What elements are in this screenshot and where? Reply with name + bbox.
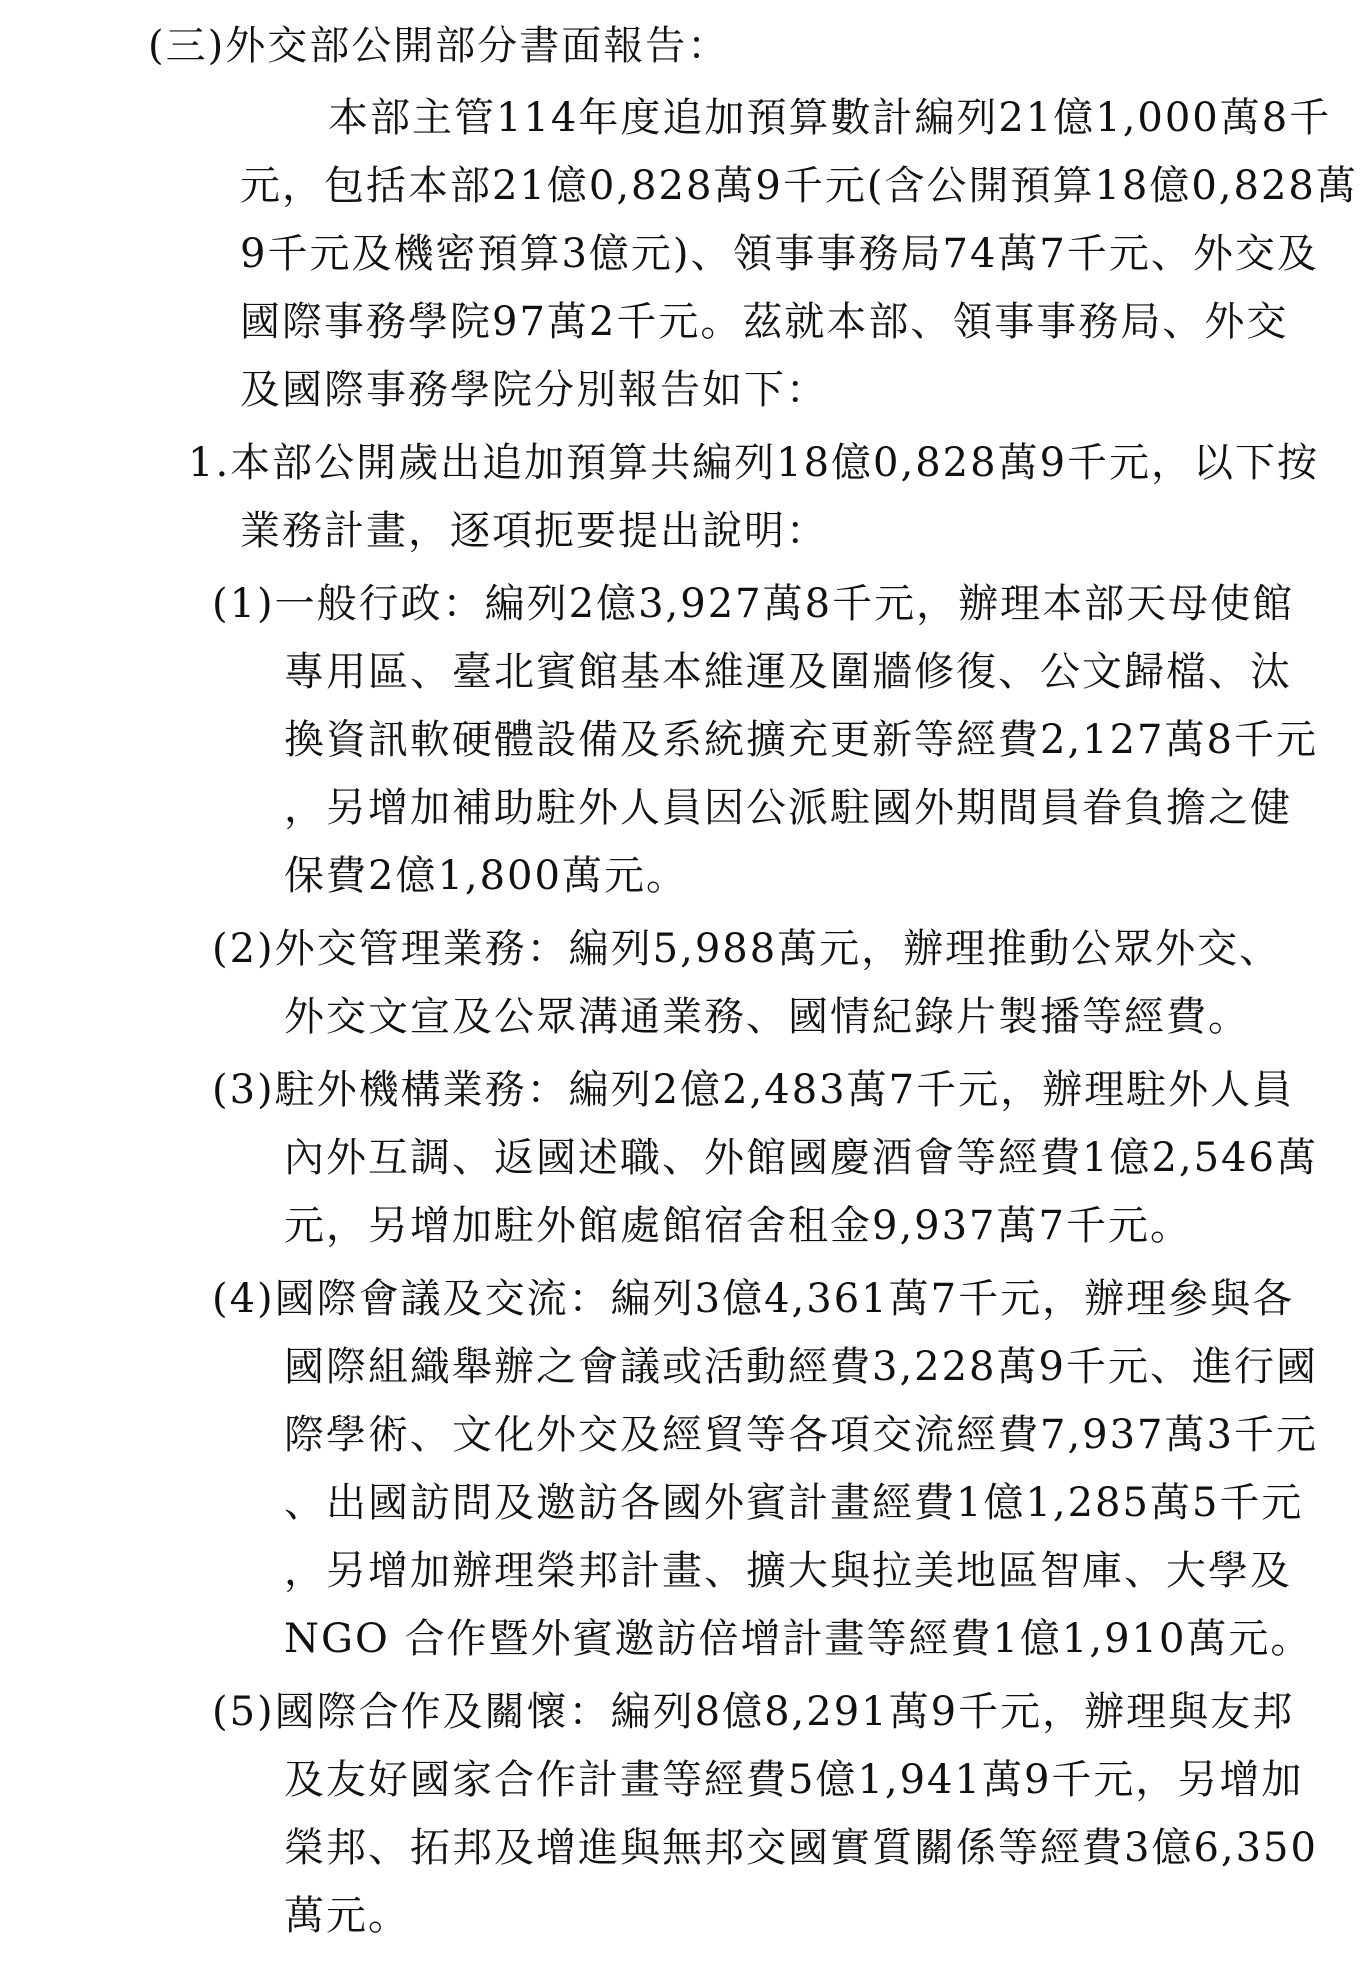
intro-line: 本部主管114年度追加預算數計編列21億1,000萬8千 <box>328 95 1332 141</box>
sub-item-line: 外交文宣及公眾溝通業務、國情紀錄片製播等經費。 <box>284 994 1250 1040</box>
sub-item-line: (2)外交管理業務：編列5,988萬元，辦理推動公眾外交、 <box>212 926 1282 972</box>
intro-line: 及國際事務學院分別報告如下： <box>240 367 828 413</box>
section-heading: (三)外交部公開部分書面報告： <box>148 23 730 69</box>
sub-item-line: (1)一般行政：編列2億3,927萬8千元，辦理本部天母使館 <box>212 581 1295 627</box>
sub-item-line: ，另增加補助駐外人員因公派駐國外期間員眷負擔之健 <box>284 785 1292 831</box>
sub-item-line: 、出國訪問及邀訪各國外賓計畫經費1億1,285萬5千元 <box>284 1480 1304 1526</box>
sub-item-line: (5)國際合作及關懷：編列8億8,291萬9千元，辦理與友邦 <box>212 1689 1295 1735</box>
sub-item-line: (3)駐外機構業務：編列2億2,483萬7千元，辦理駐外人員 <box>212 1067 1295 1113</box>
list-item-line: 1.本部公開歲出追加預算共編列18億0,828萬9千元，以下按 <box>188 440 1320 486</box>
sub-item-line: 元，另增加駐外館處館宿舍租金9,937萬7千元。 <box>284 1203 1192 1249</box>
intro-line: 元，包括本部21億0,828萬9千元(含公開預算18億0,828萬 <box>240 163 1358 209</box>
sub-item-line: NGO 合作暨外賓邀訪倍增計畫等經費1億1,910萬元。 <box>284 1616 1313 1662</box>
sub-item-line: 及友好國家合作計畫等經費5億1,941萬9千元，另增加 <box>284 1757 1304 1803</box>
sub-item-line: 榮邦、拓邦及增進與無邦交國實質關係等經費3億6,350 <box>284 1825 1318 1871</box>
list-item-line: 業務計畫，逐項扼要提出說明： <box>240 508 828 554</box>
intro-line: 9千元及機密預算3億元)、領事事務局74萬7千元、外交及 <box>240 231 1319 277</box>
sub-item-line: 保費2億1,800萬元。 <box>284 853 688 899</box>
intro-line: 國際事務學院97萬2千元。茲就本部、領事事務局、外交 <box>240 299 1289 345</box>
sub-item-line: 內外互調、返國述職、外館國慶酒會等經費1億2,546萬 <box>284 1135 1318 1181</box>
sub-item-line: (4)國際會議及交流：編列3億4,361萬7千元，辦理參與各 <box>212 1276 1295 1322</box>
sub-item-line: 際學術、文化外交及經貿等各項交流經費7,937萬3千元 <box>284 1412 1318 1458</box>
sub-item-line: 專用區、臺北賓館基本維運及圍牆修復、公文歸檔、汰 <box>284 649 1292 695</box>
sub-item-line: 國際組織舉辦之會議或活動經費3,228萬9千元、進行國 <box>284 1344 1318 1390</box>
sub-item-line: ，另增加辦理榮邦計畫、擴大與拉美地區智庫、大學及 <box>284 1548 1292 1594</box>
sub-item-line: 萬元。 <box>284 1893 410 1939</box>
sub-item-line: 換資訊軟硬體設備及系統擴充更新等經費2,127萬8千元 <box>284 717 1318 763</box>
